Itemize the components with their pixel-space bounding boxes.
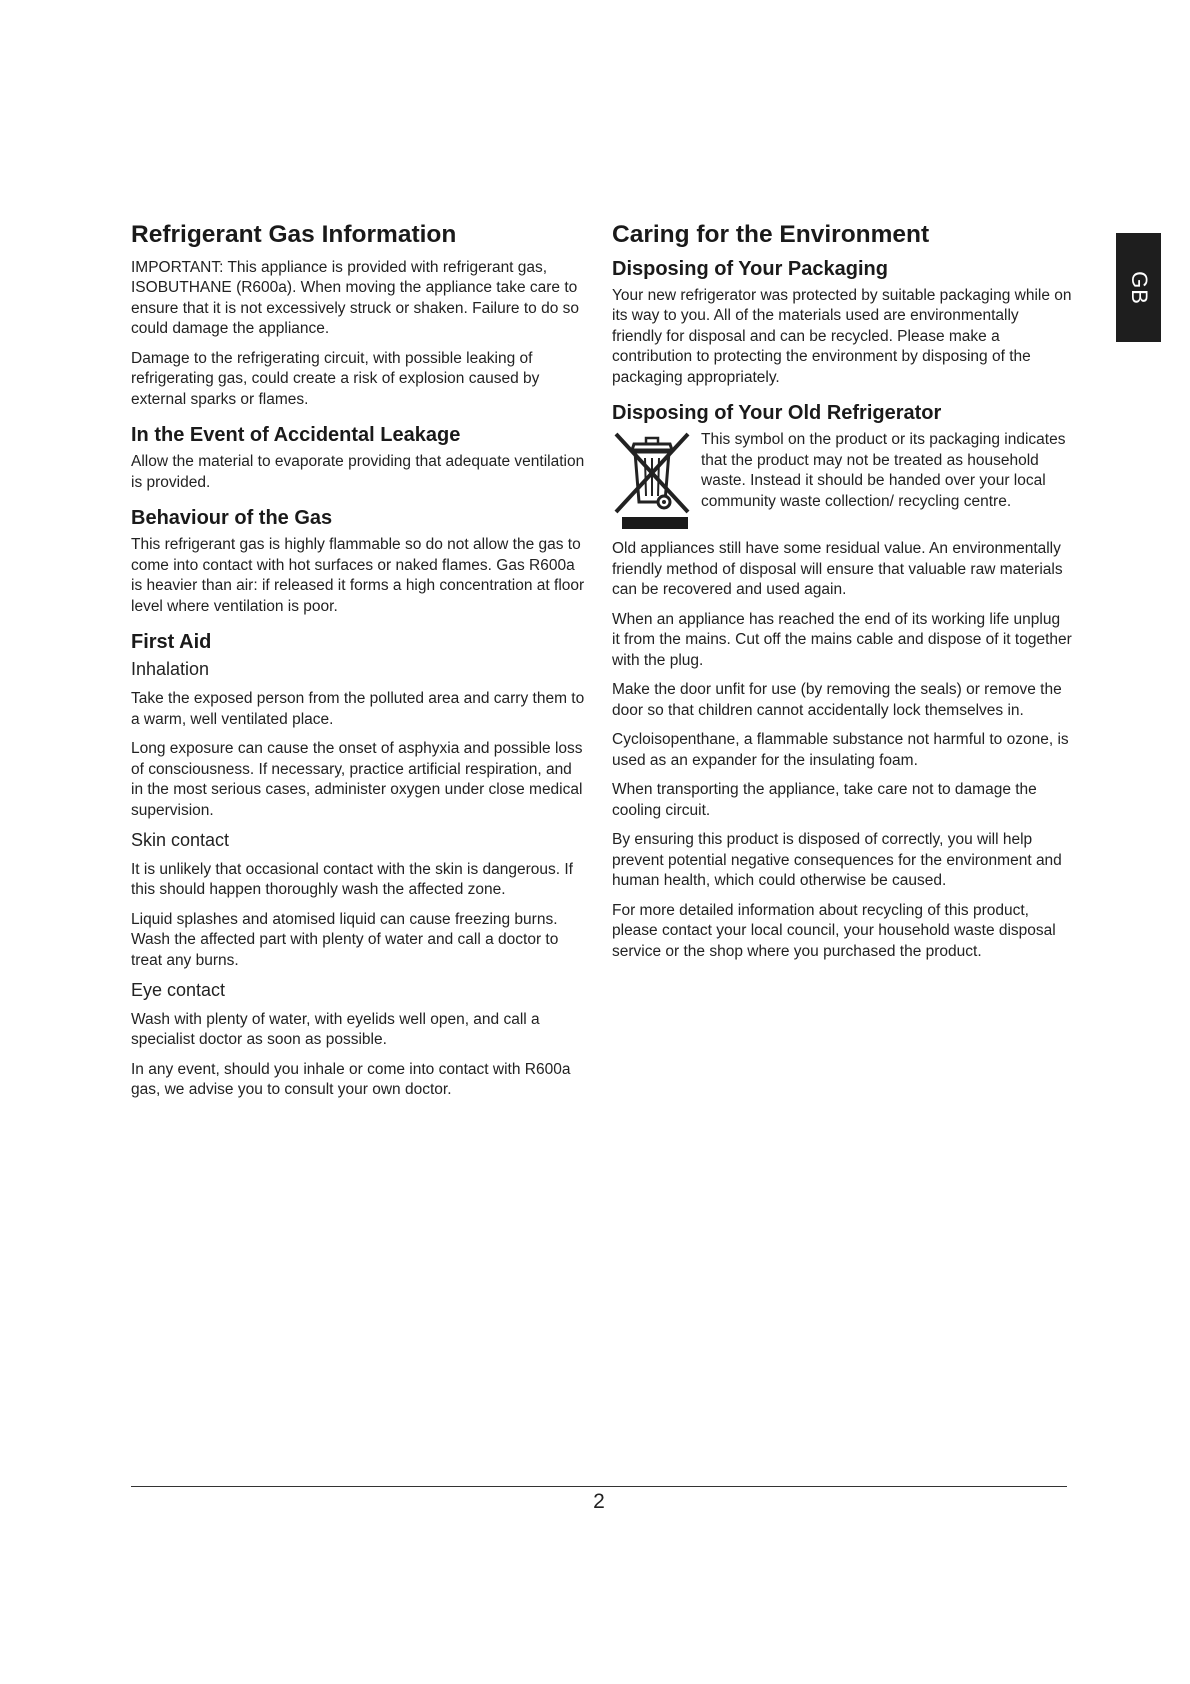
page-number: 2 bbox=[593, 1490, 605, 1513]
old-refrigerator-title: Disposing of Your Old Refrigerator bbox=[612, 402, 942, 425]
eye-contact-paragraph: Wash with plenty of water, with eyelids well open, and call a specialist doctor as soon as possible. bbox=[131, 1010, 540, 1049]
first-aid-title: First Aid bbox=[131, 631, 212, 654]
skin-contact-paragraph: Liquid splashes and atomised liquid can cause freezing burns. Wash the affected part with plenty of water and call a doctor to treat any burns. bbox=[131, 910, 559, 969]
inhalation-title: Inhalation bbox=[131, 659, 210, 680]
skin-contact-title: Skin contact bbox=[131, 830, 230, 851]
environment-title: Caring for the Environment bbox=[612, 221, 930, 248]
disposal-paragraph: When transporting the appliance, take care not to damage the cooling circuit. bbox=[612, 781, 1037, 819]
disposal-paragraph: Cycloisopenthane, a flammable substance not harmful to ozone, is used as an expander for the insulating foam. bbox=[612, 731, 1069, 769]
eye-contact-title: Eye contact bbox=[131, 980, 226, 1001]
skin-contact-paragraph: It is unlikely that occasional contact with the skin is dangerous. If this should happen thoroughly wash the affected zone. bbox=[131, 860, 573, 899]
gas-behaviour-paragraph: This refrigerant gas is highly flammable so do not allow the gas to come into contact with hot surfaces or naked flames. Gas R600a is heavier than air: if released it forms a high concentration at floor level where ventilation is poor. bbox=[131, 536, 585, 615]
refrigerant-gas-title: Refrigerant Gas Information bbox=[131, 221, 457, 248]
packaging-title: Disposing of Your Packaging bbox=[612, 257, 888, 280]
language-tab-label: GB bbox=[1126, 270, 1152, 305]
disposal-paragraph: When an appliance has reached the end of its working life unplug it from the mains. Cut off the mains cable and dispose of it together with the plug. bbox=[612, 610, 1072, 669]
crossed-out-wheelie-bin-icon bbox=[612, 430, 692, 530]
inhalation-paragraph: Long exposure can cause the onset of asphyxia and possible loss of consciousness. If necessary, practice artificial respiration, and in the most serious cases, administer oxygen under close medical supervision. bbox=[131, 740, 583, 819]
gas-behaviour-title: Behaviour of the Gas bbox=[131, 507, 333, 530]
inhalation-paragraph: Take the exposed person from the polluted area and carry them to a warm, well ventilated place. bbox=[131, 690, 585, 728]
disposal-paragraph: Make the door unfit for use (by removing the seals) or remove the door so that children cannot accidentally lock themselves in. bbox=[612, 681, 1062, 719]
leakage-paragraph: Allow the material to evaporate providing that adequate ventilation is provided. bbox=[131, 453, 585, 491]
right-column bbox=[612, 222, 1072, 971]
footer-divider bbox=[131, 1486, 1067, 1487]
packaging-paragraph: Your new refrigerator was protected by suitable packaging while on its way to you. All of the materials used are environmentally friendly for disposal and can be recycled. Please make a contribution to protecting the environment by disposing of the packaging appropriately. bbox=[612, 286, 1072, 386]
disposal-paragraph: Old appliances still have some residual value. An environmentally friendly method of disposal will ensure that valuable raw materials can be recovered and used again. bbox=[612, 540, 1063, 599]
left-column bbox=[131, 222, 586, 1110]
disposal-paragraph: For more detailed information about recycling of this product, please contact your local council, your household waste disposal service or the shop where you purchased the product. bbox=[612, 901, 1056, 960]
weee-symbol-paragraph: This symbol on the product or its packaging indicates that the product may not be treated as household waste. Instead it should be handed over your local community waste collection/ recycling centre. bbox=[701, 431, 1066, 510]
weee-block bbox=[612, 430, 1072, 530]
language-tab bbox=[1116, 233, 1161, 342]
intro-paragraph: IMPORTANT: This appliance is provided with refrigerant gas, ISOBUTHANE (R600a). When moving the appliance take care to ensure that it is not excessively struck or shaken. Failure to do so could damage the appliance. bbox=[131, 258, 579, 338]
intro-paragraph: Damage to the refrigerating circuit, with possible leaking of refrigerating gas, could create a risk of explosion caused by external sparks or flames. bbox=[131, 349, 540, 408]
leakage-title: In the Event of Accidental Leakage bbox=[131, 424, 461, 447]
eye-contact-paragraph: In any event, should you inhale or come into contact with R600a gas, we advise you to consult your own doctor. bbox=[131, 1060, 571, 1099]
disposal-paragraph: By ensuring this product is disposed of correctly, you will help prevent potential negative consequences for the environment and human health, which could otherwise be caused. bbox=[612, 831, 1062, 890]
